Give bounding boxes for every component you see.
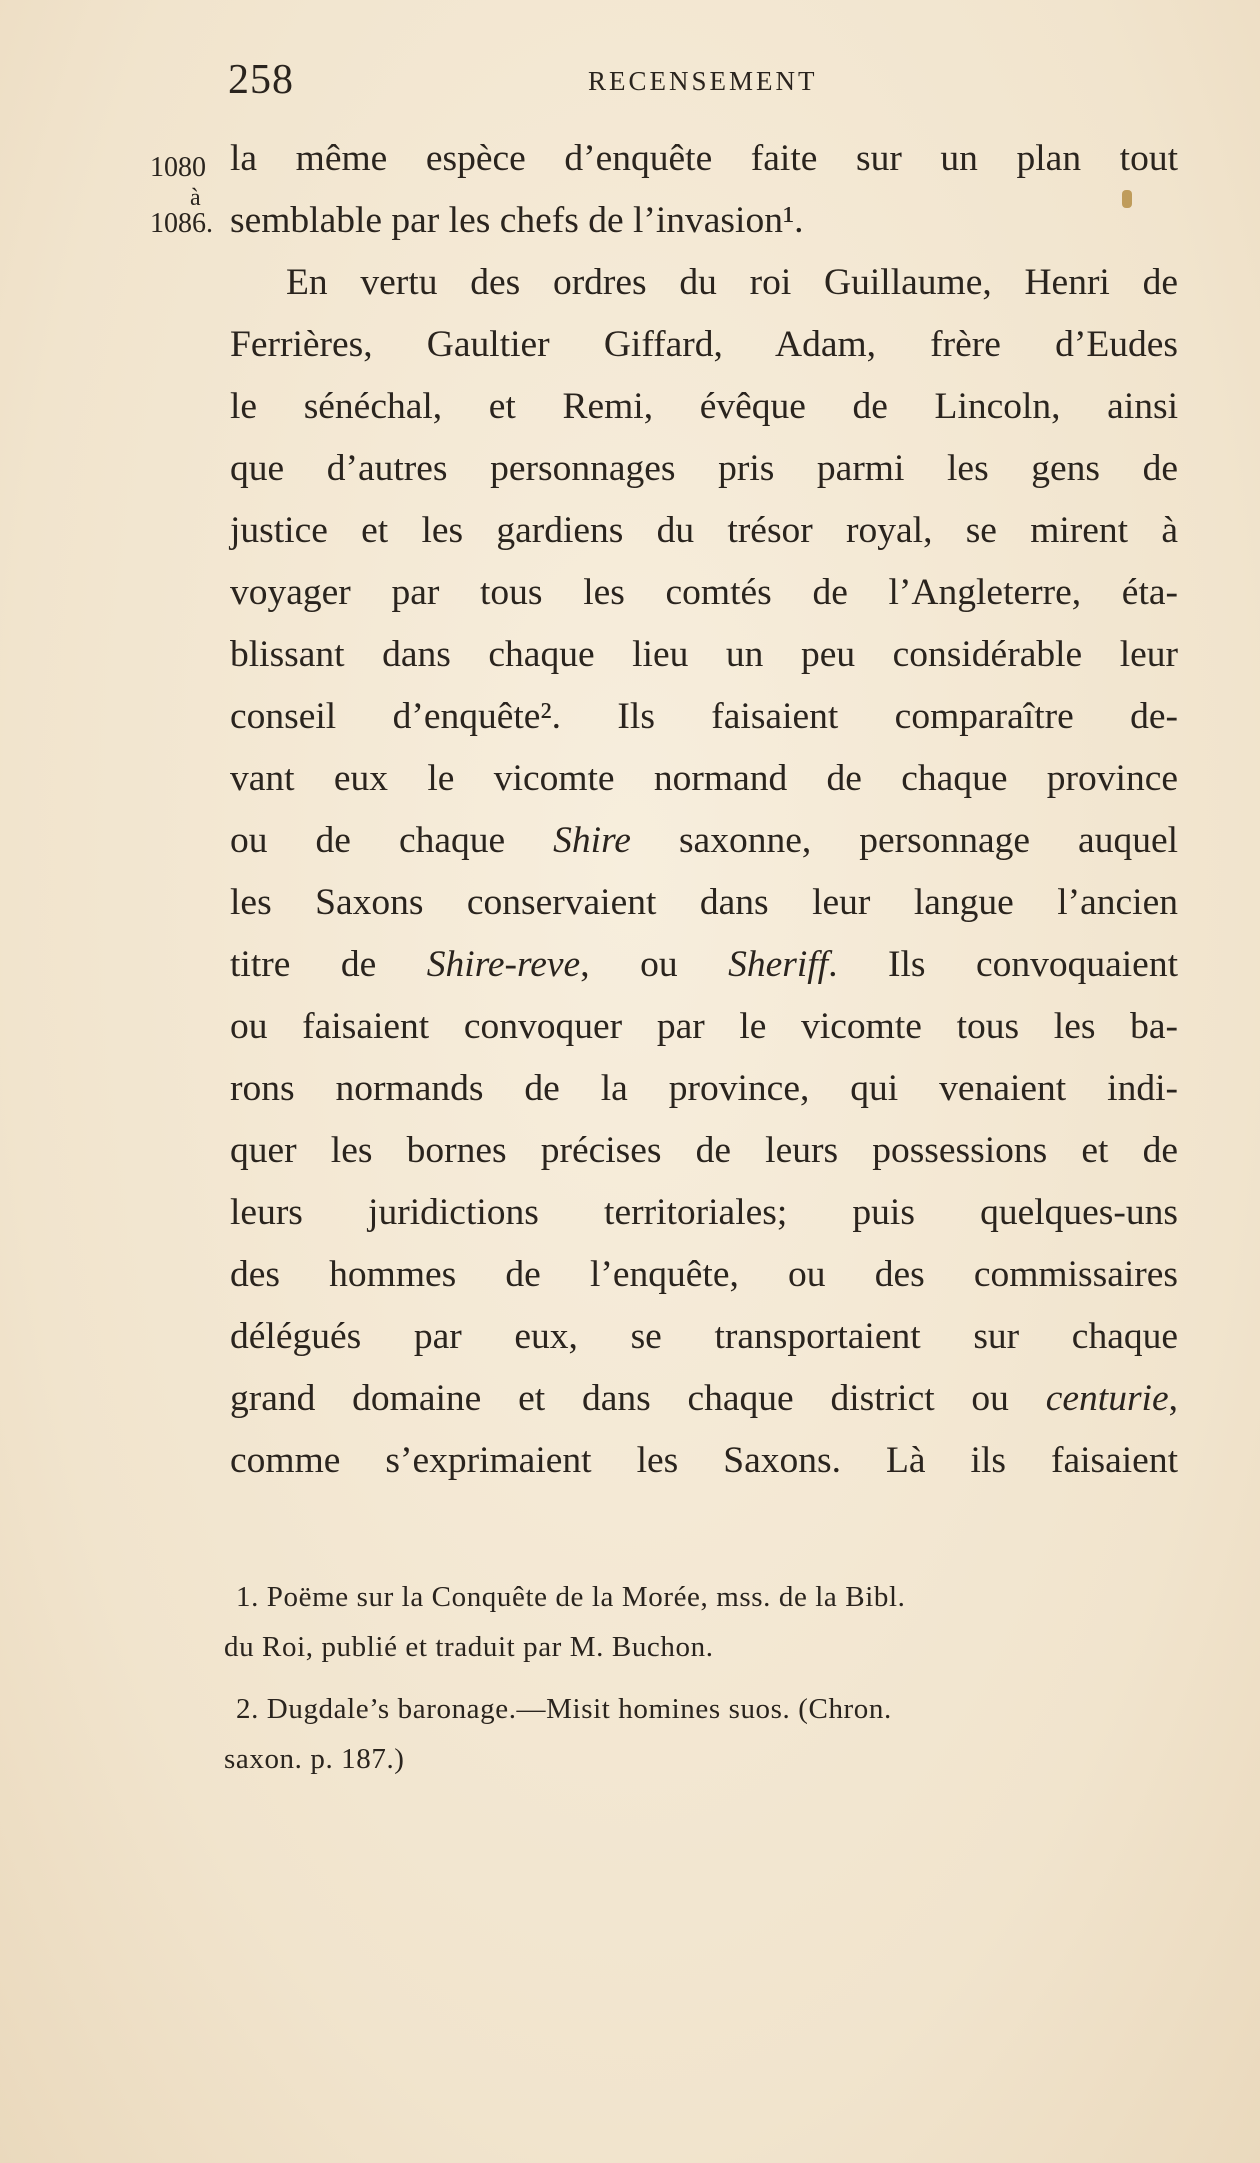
body-line-19: des hommes de l’enquête, ou des commissaires bbox=[230, 1254, 1178, 1295]
margin-date-to: 1086. bbox=[150, 208, 213, 239]
body-line-12: ou de chaque Shire saxonne, personnage auquel bbox=[230, 820, 1179, 861]
body-line-2: semblable par les chefs de l’invasion¹. bbox=[230, 200, 804, 241]
footnote-2-line-2: saxon. p. 187.) bbox=[224, 1743, 405, 1775]
margin-date-connector: à bbox=[190, 185, 201, 211]
body-line-15: ou faisaient convoquer par le vicomte tous les ba- bbox=[230, 1006, 1178, 1047]
body-line-4: Ferrières, Gaultier Giffard, Adam, frère d’Eudes bbox=[230, 324, 1178, 365]
footnotes bbox=[224, 1572, 1176, 1784]
body-line-5: le sénéchal, et Remi, évêque de Lincoln, ainsi bbox=[230, 386, 1178, 427]
margin-date-from: 1080 bbox=[150, 152, 206, 183]
body-line-7: justice et les gardiens du trésor royal, se mirent à bbox=[230, 510, 1178, 551]
footnote-1-line-2: du Roi, publié et traduit par M. Buchon. bbox=[224, 1631, 714, 1663]
body-line-13: les Saxons conservaient dans leur langue l’ancien bbox=[230, 882, 1178, 923]
body-line-1: la même espèce d’enquête faite sur un plan tout bbox=[230, 138, 1178, 179]
footnote-1-line-1: 1. Poëme sur la Conquête de la Morée, mss. de la Bibl. bbox=[236, 1581, 906, 1613]
body-line-8: voyager par tous les comtés de l’Angleterre, éta- bbox=[230, 572, 1178, 613]
body-line-14: titre de Shire-reve, ou Sheriff. Ils convoquaient bbox=[230, 944, 1178, 985]
body-line-3: En vertu des ordres du roi Guillaume, Henri de bbox=[286, 262, 1178, 303]
body-line-16: rons normands de la province, qui venaient indi- bbox=[230, 1068, 1178, 1109]
body-line-11: vant eux le vicomte normand de chaque province bbox=[230, 758, 1178, 799]
body-line-20: délégués par eux, se transportaient sur chaque bbox=[230, 1316, 1178, 1357]
body-text bbox=[230, 128, 1178, 1492]
body-line-21: grand domaine et dans chaque district ou centurie, bbox=[230, 1378, 1178, 1419]
body-line-10: conseil d’enquête². Ils faisaient comparaître de- bbox=[230, 696, 1178, 737]
body-line-17: quer les bornes précises de leurs possessions et de bbox=[230, 1130, 1178, 1171]
footnote-2-line-1: 2. Dugdale’s baronage.—Misit homines suos. (Chron. bbox=[236, 1693, 892, 1725]
body-line-22: comme s’exprimaient les Saxons. Là ils faisaient bbox=[230, 1440, 1178, 1481]
page-number: 258 bbox=[228, 57, 294, 103]
body-line-6: que d’autres personnages pris parmi les gens de bbox=[230, 448, 1178, 489]
running-head bbox=[0, 52, 1260, 112]
running-title: RECENSEMENT bbox=[588, 66, 818, 96]
body-line-18: leurs juridictions territoriales; puis quelques-uns bbox=[230, 1192, 1178, 1233]
body-line-9: blissant dans chaque lieu un peu considérable leur bbox=[230, 634, 1178, 675]
